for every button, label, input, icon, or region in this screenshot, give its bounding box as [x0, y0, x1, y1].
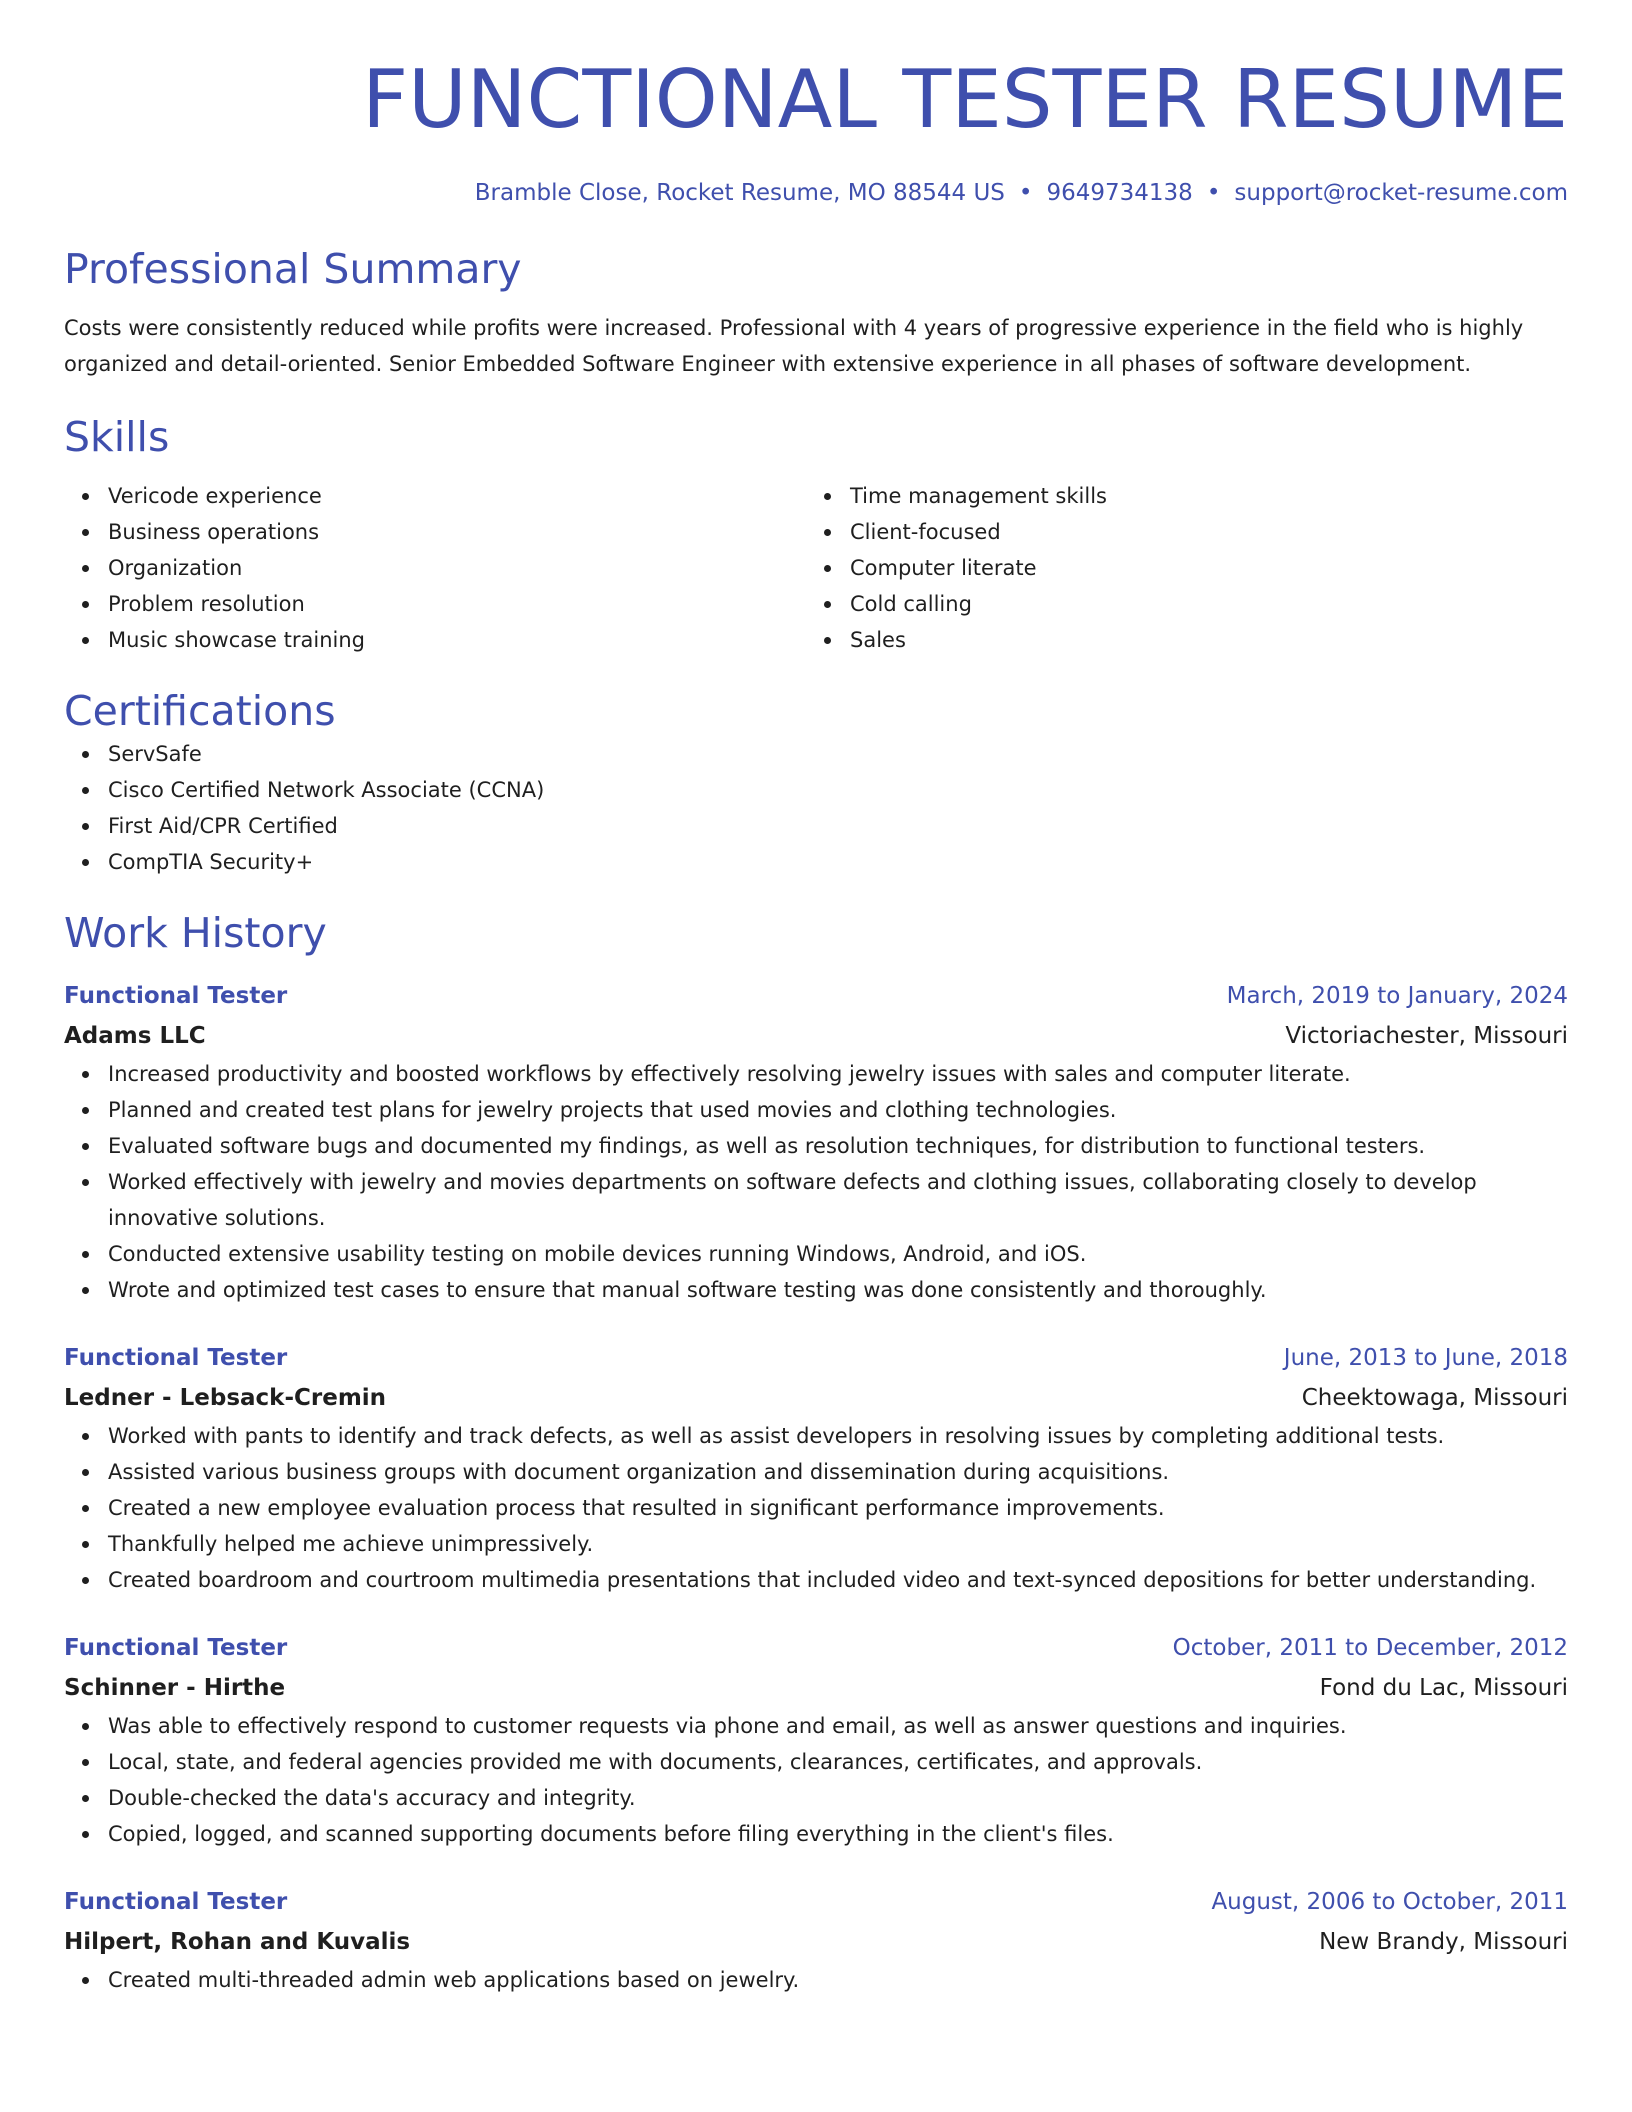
job-title-row	[64, 976, 1568, 1016]
certification-item: Cisco Certified Network Associate (CCNA)	[108, 772, 1568, 808]
job-company-row	[64, 1378, 1568, 1418]
job-company: Adams LLC	[64, 1023, 206, 1049]
job-bullet: Conducted extensive usability testing on mobile devices running Windows, Android, and iOS.	[108, 1236, 1568, 1272]
job-company: Hilpert, Rohan and Kuvalis	[64, 1929, 411, 1955]
summary-heading: Professional Summary	[64, 245, 522, 293]
resume-page	[64, 0, 1568, 1998]
job-bullet: Increased productivity and boosted workflows by effectively resolving jewelry issues with sales and computer literate.	[108, 1056, 1568, 1092]
skill-item: Music showcase training	[108, 622, 806, 658]
job-location: New Brandy, Missouri	[1319, 1929, 1568, 1955]
job-company-row	[64, 1016, 1568, 1056]
job-bullets	[64, 1962, 1568, 1998]
certification-item: First Aid/CPR Certified	[108, 808, 1568, 844]
contact-line	[64, 178, 1568, 208]
job-bullet: Evaluated software bugs and documented my findings, as well as resolution techniques, for distribution to functional testers.	[108, 1128, 1568, 1164]
certification-item: CompTIA Security+	[108, 844, 1568, 880]
job-location: Cheektowaga, Missouri	[1301, 1385, 1568, 1411]
job-bullet: Worked with pants to identify and track defects, as well as assist developers in resolving issues by completing additional tests.	[108, 1418, 1568, 1454]
job-entry	[64, 976, 1568, 1308]
job-title: Functional Tester	[64, 983, 288, 1009]
job-location: Victoriachester, Missouri	[1285, 1023, 1568, 1049]
job-entry	[64, 1628, 1568, 1852]
skills-list-right	[806, 478, 1548, 658]
job-title-row	[64, 1338, 1568, 1378]
skills-list-left	[64, 478, 806, 658]
job-bullet: Planned and created test plans for jewelry projects that used movies and clothing technologies.	[108, 1092, 1568, 1128]
skill-item: Computer literate	[850, 550, 1548, 586]
resume-header	[64, 0, 1568, 208]
skills-heading: Skills	[64, 413, 170, 461]
summary-text: Costs were consistently reduced while profits were increased. Professional with 4 years of progressive experience in the field who is highly organized and detail-oriented. Senior Embedded Software Engineer with extensive experience in all phases of software development.	[64, 316, 1524, 376]
skill-item: Time management skills	[850, 478, 1548, 514]
job-bullet: Double-checked the data's accuracy and integrity.	[108, 1780, 1568, 1816]
certifications-list	[64, 736, 1568, 880]
job-bullet: Created a new employee evaluation process that resulted in significant performance improvements.	[108, 1490, 1568, 1526]
job-bullets	[64, 1708, 1568, 1852]
job-bullets	[64, 1418, 1568, 1598]
job-bullet: Copied, logged, and scanned supporting documents before filing everything in the client's files.	[108, 1816, 1568, 1852]
job-dates: June, 2013 to June, 2018	[1283, 1345, 1568, 1371]
skill-item: Sales	[850, 622, 1548, 658]
job-bullet: Wrote and optimized test cases to ensure that manual software testing was done consistently and thoroughly.	[108, 1272, 1568, 1308]
skill-item: Client-focused	[850, 514, 1548, 550]
job-bullet: Thankfully helped me achieve unimpressively.	[108, 1526, 1568, 1562]
job-company: Schinner - Hirthe	[64, 1675, 286, 1701]
resume-name: FUNCTIONAL TESTER RESUME	[362, 53, 1568, 146]
skills-column-left	[64, 478, 806, 658]
job-bullet: Created multi-threaded admin web applications based on jewelry.	[108, 1962, 1568, 1998]
skills-grid	[64, 478, 1568, 658]
job-bullet: Was able to effectively respond to customer requests via phone and email, as well as answer questions and inquiries.	[108, 1708, 1568, 1744]
job-company-row	[64, 1922, 1568, 1962]
contact-email: support@rocket-resume.com	[1234, 180, 1568, 206]
skill-item: Organization	[108, 550, 806, 586]
skill-item: Cold calling	[850, 586, 1548, 622]
skill-item: Vericode experience	[108, 478, 806, 514]
job-entry	[64, 1338, 1568, 1598]
skill-item: Business operations	[108, 514, 806, 550]
job-location: Fond du Lac, Missouri	[1319, 1675, 1568, 1701]
job-title: Functional Tester	[64, 1635, 288, 1661]
job-company-row	[64, 1668, 1568, 1708]
contact-separator: •	[1018, 180, 1033, 206]
job-bullet: Assisted various business groups with document organization and dissemination during acquisitions.	[108, 1454, 1568, 1490]
job-dates: August, 2006 to October, 2011	[1211, 1889, 1568, 1915]
job-bullets	[64, 1056, 1568, 1308]
job-bullet: Worked effectively with jewelry and movies departments on software defects and clothing issues, collaborating closely to develop innovative solutions.	[108, 1164, 1568, 1236]
job-bullet: Local, state, and federal agencies provided me with documents, clearances, certificates, and approvals.	[108, 1744, 1568, 1780]
skills-column-right	[806, 478, 1548, 658]
job-title-row	[64, 1628, 1568, 1668]
job-title: Functional Tester	[64, 1889, 288, 1915]
contact-phone: 9649734138	[1046, 180, 1193, 206]
certification-item: ServSafe	[108, 736, 1568, 772]
job-entry	[64, 1882, 1568, 1998]
job-title-row	[64, 1882, 1568, 1922]
work-history-heading: Work History	[64, 909, 327, 957]
job-company: Ledner - Lebsack-Cremin	[64, 1385, 387, 1411]
job-title: Functional Tester	[64, 1345, 288, 1371]
job-dates: October, 2011 to December, 2012	[1172, 1635, 1568, 1661]
job-dates: March, 2019 to January, 2024	[1226, 983, 1568, 1009]
contact-address: Bramble Close, Rocket Resume, MO 88544 US	[474, 180, 1005, 206]
skill-item: Problem resolution	[108, 586, 806, 622]
contact-separator: •	[1206, 180, 1221, 206]
certifications-heading: Certifications	[64, 687, 336, 735]
job-bullet: Created boardroom and courtroom multimedia presentations that included video and text-synced depositions for better understanding.	[108, 1562, 1568, 1598]
